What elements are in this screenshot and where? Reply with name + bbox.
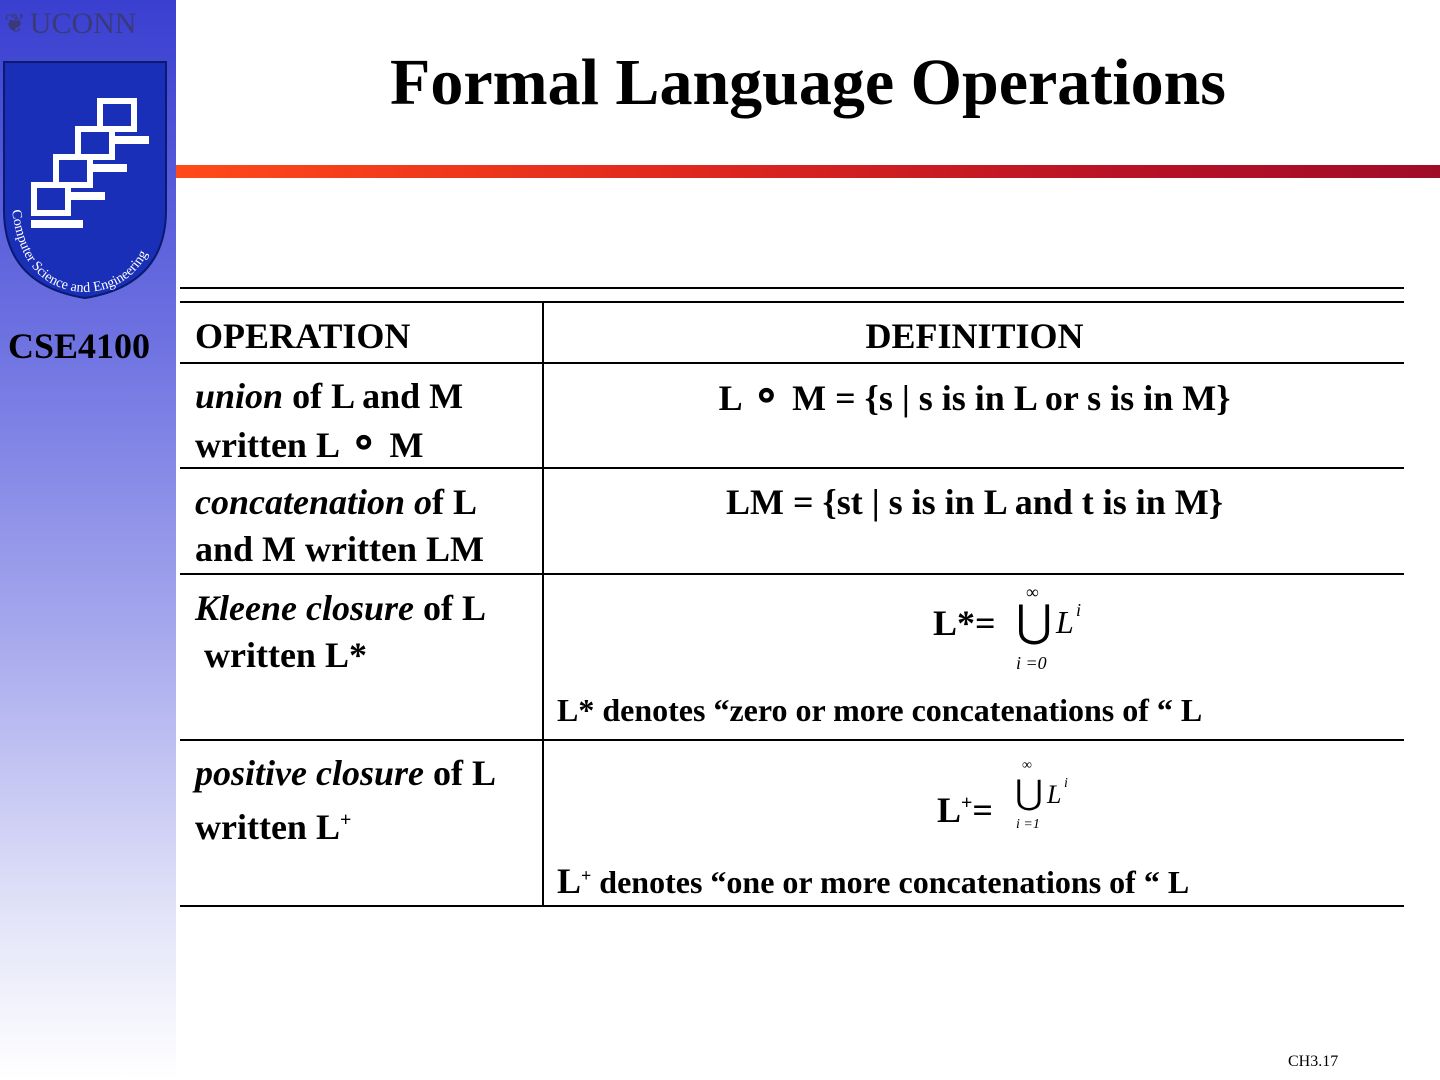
op-kleene-italic: Kleene closure [195,588,414,628]
op-positive-line2-sup: + [339,809,352,831]
positive-formula-sup: i [1064,776,1068,791]
positive-formula-lhs-group [937,780,993,834]
uconn-seal-icon: ❦ [4,9,26,38]
positive-formula-lhs: L [937,790,962,830]
cse-logo [2,60,168,300]
positive-formula-lower: i =1 [1016,817,1040,832]
uconn-logo [4,4,164,44]
op-concat-line2: and M written LM [195,529,484,569]
table-row-union-operation [195,373,540,469]
table-row-positive-operation [195,750,540,851]
union-operator-icon: ⋃ [1016,597,1053,646]
union-operator-icon: ⋃ [1015,775,1043,812]
positive-note-start: L [557,861,582,901]
header-definition: DEFINITION [865,316,1084,356]
op-union-rest: of L and M [283,376,464,416]
positive-note-sup: + [581,865,592,886]
table-row-concat-operation [195,479,540,573]
table-row-union-definition [545,373,1404,422]
kleene-formula-sup: i [1076,600,1082,620]
op-union-italic: union [195,376,284,416]
slide-title: Formal Language Operations [390,46,1226,119]
op-kleene-rest: of L [413,588,486,628]
table-column-divider [542,303,544,906]
def-union-right: M = {s | s is in L or s is in M} [792,378,1231,418]
table-row-kleene-operation [195,585,540,679]
op-positive-italic: positive closure [195,753,424,793]
positive-formula-body: L [1047,780,1062,809]
positive-formula-lhs-sup: + [961,792,973,814]
logo-arc-text: Computer Science and Engineering [8,208,151,297]
op-concat-italic: concatenation o [195,482,433,522]
op-kleene-line2: written L* [195,635,367,675]
op-positive-line2: written L [195,807,340,847]
table-bottom-border [180,905,1404,907]
table-row-divider [180,573,1404,575]
kleene-note: L* denotes “zero or more concatenations of “ L [557,692,1203,728]
uconn-wordmark: UCONN [29,7,137,40]
table-row-divider [180,739,1404,741]
kleene-formula-upper: ∞ [1026,582,1039,602]
union-symbol-icon: ⚬ [749,374,784,419]
op-concat-rest: f L [432,482,478,522]
positive-formula-lhs-end: = [972,790,993,830]
op-union-line2: written L [195,425,338,465]
table-header-top-border [180,301,1404,303]
table-header-bottom-border [180,362,1404,364]
title-underline-bar [176,165,1440,178]
header-operation: OPERATION [195,316,411,356]
positive-note [557,860,1189,902]
table-top-border [180,287,1404,289]
union-symbol-icon: ⚬ [346,421,381,466]
kleene-formula-body: L [1056,604,1074,640]
kleene-formula-lhs: L*= [933,603,996,643]
kleene-formula-lower: i =0 [1016,653,1047,673]
op-positive-rest: of L [423,753,496,793]
positive-formula-upper: ∞ [1022,758,1032,773]
sidebar [0,0,176,1080]
op-union-line2-end: M [389,425,424,465]
page-number: CH3.17 [1288,1053,1339,1070]
positive-note-rest: denotes “one or more concatenations of “ L [591,864,1190,900]
def-concat: LM = {st | s is in L and t is in M} [726,482,1223,522]
def-union-left: L [718,378,741,418]
course-code: CSE4100 [8,326,151,366]
